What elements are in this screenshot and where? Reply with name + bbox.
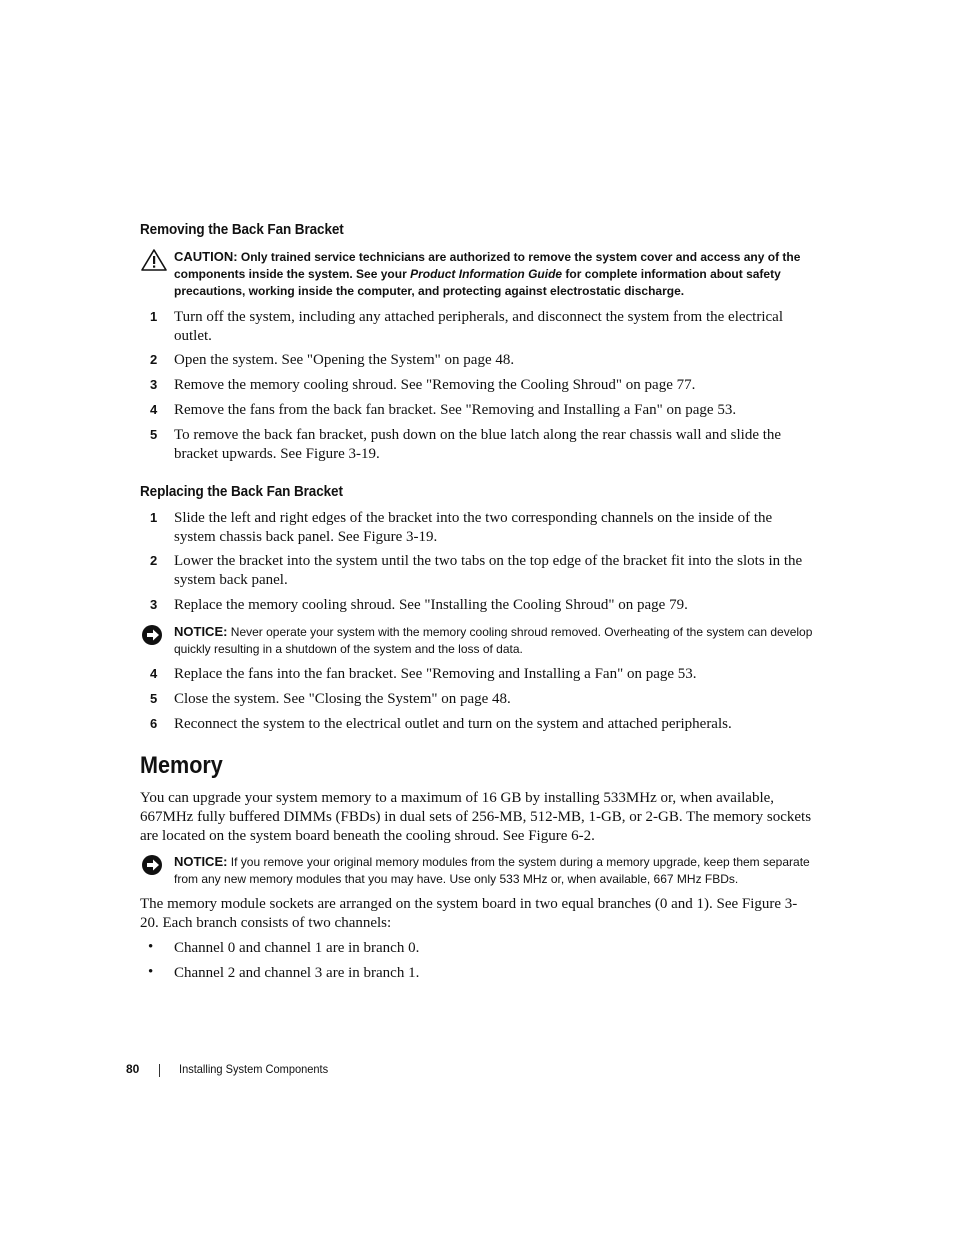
step-number: 1 [150,510,158,525]
list-item [150,308,815,346]
step-text: Open the system. See "Opening the System" on page 48. [174,352,515,368]
notice-text [174,853,815,888]
memory-branch-paragraph: The memory module sockets are arranged on the system board in two equal branches (0 and 1). See Figure 3-20. Each branch consists of two channels: [140,896,798,931]
list-item [150,351,815,370]
memory-intro-paragraph: You can upgrade your system memory to a maximum of 16 GB by installing 533MHz or, when available, 667MHz fully buffered DIMMs (FBDs) in dual sets of 256-MB, 512-MB, 1-GB, or 2-GB. The memory sockets are located on the system board beneath the cooling shroud. See Figure 6-2. [140,790,812,844]
step-number: 2 [150,553,158,568]
section-heading-replacing: Replacing the Back Fan Bracket [140,483,343,500]
notice-box [140,853,815,888]
notice-label: NOTICE: [174,854,228,869]
bullet-icon: • [148,964,154,980]
list-item [150,426,815,464]
step-number: 2 [150,352,158,367]
notice-text [174,623,815,658]
step-text: Remove the fans from the back fan bracket. See "Removing and Installing a Fan" on page 53. [174,402,737,418]
notice-body: Never operate your system with the memory cooling shroud removed. Overheating of the system can develop quickly resulting in a shutdown of the system and the loss of data. [174,625,813,656]
list-item [150,596,815,615]
list-item [150,665,815,684]
caution-text-b: for complete information about safety precautions, working inside the computer, and protecting against electrostatic discharge. [174,267,781,298]
step-text: Close the system. See "Closing the System" on page 48. [174,691,511,707]
list-item [148,964,815,983]
step-text: Replace the memory cooling shroud. See "Installing the Cooling Shroud" on page 79. [174,597,688,613]
caution-text [174,248,815,300]
step-number: 5 [150,691,158,706]
caution-label: CAUTION: [174,249,238,264]
step-text: Remove the memory cooling shroud. See "Removing the Cooling Shroud" on page 77. [174,377,696,393]
caution-text-a: Only trained service technicians are authorized to remove the system cover and access any of the components inside the system. See your [174,250,801,281]
step-number: 4 [150,666,158,681]
step-text: To remove the back fan bracket, push down on the blue latch along the rear chassis wall and slide the bracket upwards. See Figure 3-19. [174,427,782,462]
caution-guide-title: Product Information Guide [410,267,563,281]
step-number: 4 [150,402,158,417]
footer-section-name: Installing System Components [179,1062,329,1076]
notice-label: NOTICE: [174,624,228,639]
step-text: Lower the bracket into the system until the two tabs on the top edge of the bracket fit into the slots in the system back panel. [174,553,803,588]
notice-box [140,623,815,658]
page-number: 80 [126,1062,140,1076]
notice-arrow-icon [140,853,168,877]
step-number: 5 [150,427,158,442]
list-item [150,552,815,590]
list-item [150,509,815,547]
step-number: 3 [150,377,158,392]
notice-body: If you remove your original memory modules from the system during a memory upgrade, keep them separate from any new memory modules that you may have. Use only 533 MHz or, when available, 667 MHz FBDs. [174,855,810,886]
notice-arrow-icon [140,623,168,647]
step-number: 3 [150,597,158,612]
step-text: Reconnect the system to the electrical outlet and turn on the system and attached peripherals. [174,716,732,732]
list-item [150,376,815,395]
bullet-text: Channel 0 and channel 1 are in branch 0. [174,940,420,956]
bullet-icon: • [148,939,154,955]
step-number: 1 [150,309,158,324]
step-text: Slide the left and right edges of the bracket into the two corresponding channels on the inside of the system chassis back panel. See Figure 3-19. [174,510,773,545]
step-text: Replace the fans into the fan bracket. See "Removing and Installing a Fan" on page 53. [174,666,697,682]
section-heading-removing: Removing the Back Fan Bracket [140,221,344,238]
page-title-memory: Memory [140,752,223,779]
caution-triangle-icon [140,248,168,272]
bullet-text: Channel 2 and channel 3 are in branch 1. [174,965,420,981]
caution-box [140,248,815,300]
footer-divider [159,1064,160,1077]
step-text: Turn off the system, including any attached peripherals, and disconnect the system from the electrical outlet. [174,309,783,344]
list-item [150,401,815,420]
list-item [150,690,815,709]
list-item [148,939,815,958]
step-number: 6 [150,716,158,731]
list-item [150,715,815,734]
